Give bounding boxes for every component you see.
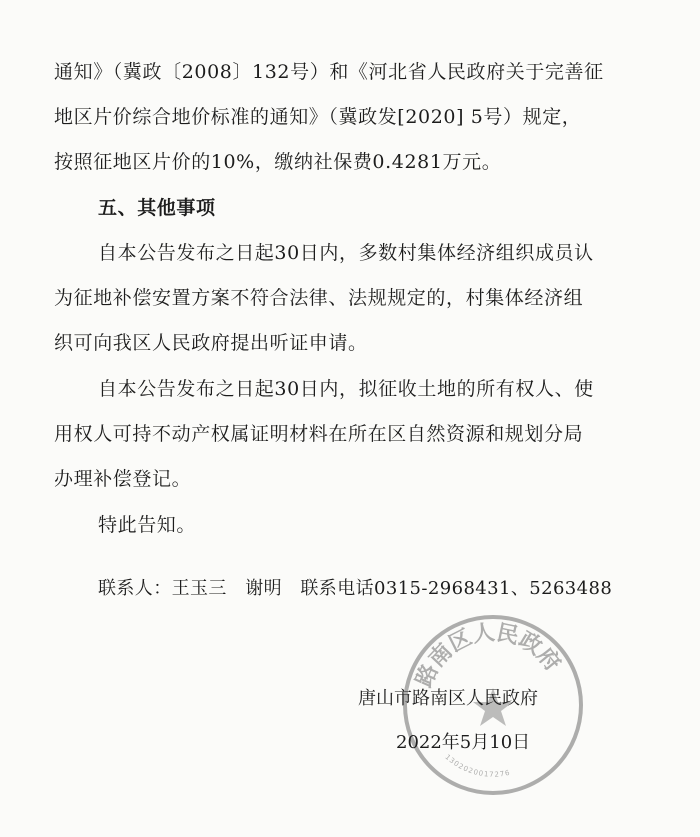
text-line-2: 地区片价综合地价标准的通知》（冀政发[2020] 5号）规定， xyxy=(54,106,582,128)
contact-line: 联系人：王玉三 谢明 联系电话0315-2968431、5263488 xyxy=(98,578,613,599)
section-heading: 五、其他事项 xyxy=(98,197,216,219)
text-line-1: 通知》（冀政〔2008〕132号）和《河北省人民政府关于完善征 xyxy=(54,61,604,83)
paragraph1-line-1: 自本公告发布之日起30日内，多数村集体经济组织成员认 xyxy=(98,242,594,264)
issuer-name: 唐山市路南区人民政府 xyxy=(358,688,538,709)
closing-text: 特此告知。 xyxy=(98,514,197,536)
paragraph2-line-2: 用权人可持不动产权属证明材料在所在区自然资源和规划分局 xyxy=(54,423,584,445)
paragraph2-line-3: 办理补偿登记。 xyxy=(54,468,192,490)
svg-text:路南区人民政府: 路南区人民政府 xyxy=(410,619,566,691)
issue-date: 2022年5月10日 xyxy=(396,732,531,753)
text-line-3: 按照征地区片价的10%，缴纳社保费0.4281万元。 xyxy=(54,151,502,173)
paragraph2-line-1: 自本公告发布之日起30日内，拟征收土地的所有权人、使 xyxy=(98,378,594,400)
paragraph1-line-2: 为征地补偿安置方案不符合法律、法规规定的，村集体经济组 xyxy=(54,287,584,309)
paragraph1-line-3: 织可向我区人民政府提出听证申请。 xyxy=(54,332,368,354)
svg-text:1302020017276: 1302020017276 xyxy=(443,752,512,779)
